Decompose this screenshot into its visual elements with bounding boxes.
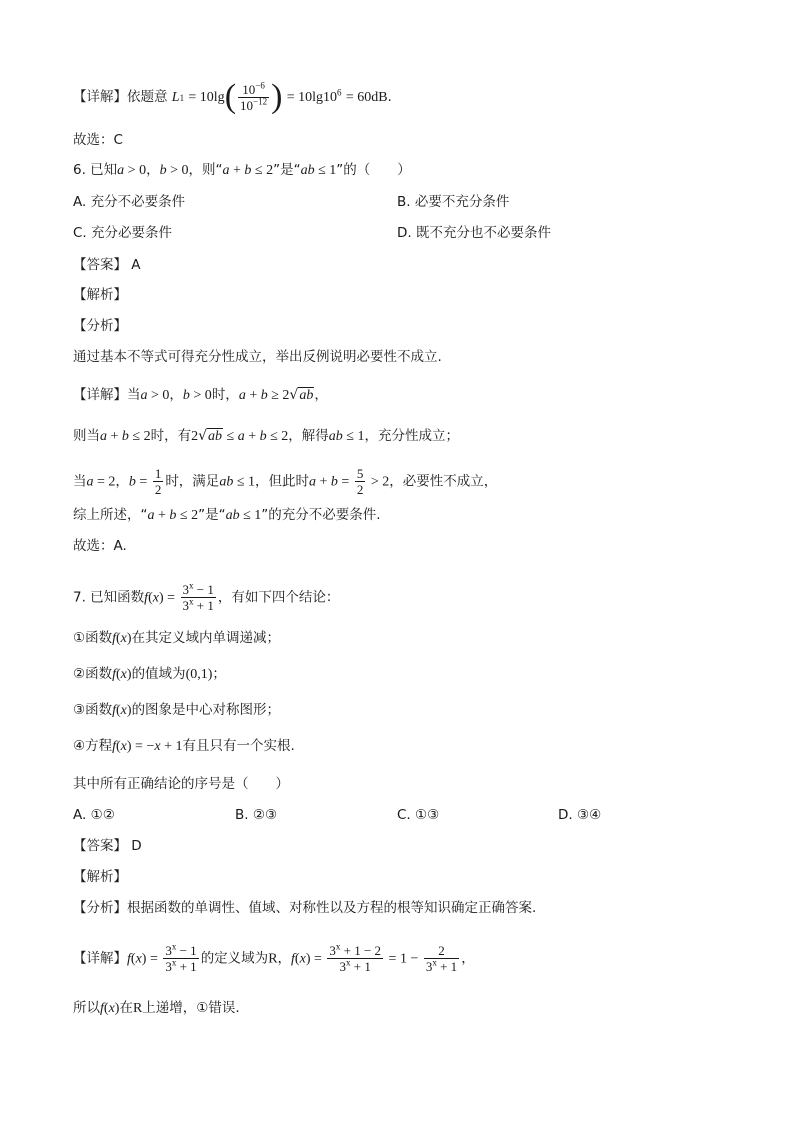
q7-option-a: A. ①② bbox=[73, 807, 115, 823]
q6-stem-text: ”是“ bbox=[273, 162, 301, 178]
q7-last: 所以f(x)在R上递增，①错误. bbox=[73, 1000, 240, 1016]
q7-analysis: 【分析】根据函数的单调性、值域、对称性以及方程的根等知识确定正确答案. bbox=[73, 900, 537, 916]
q6-option-c: C. 充分必要条件 bbox=[73, 225, 173, 241]
q6-fenxi-tag: 【分析】 bbox=[73, 318, 127, 334]
q7-stem: 7. 已知函数f(x) = $\frac{3^x - 1}{3^x + 1}$ ，有如下四个结论： bbox=[73, 580, 340, 613]
formula-l1: L bbox=[171, 90, 180, 105]
q5-result: = 60dB bbox=[345, 90, 388, 105]
q6-option-d: D. 既不充分也不必要条件 bbox=[397, 225, 551, 241]
q7-detail: 【详解】f(x) = $\frac{3^x - 1}{3^x + 1}$ 的定义域为R，f(x) = $\frac{3^x + 1 - 2}{3^x + 1}$ = 1 − $\frac{2}{3^x + 1}$ ， bbox=[73, 941, 475, 974]
q5-intro: 依题意 bbox=[127, 89, 168, 105]
formula-part: = $10\lg 10^6$ bbox=[286, 87, 342, 105]
math: a bbox=[222, 163, 230, 178]
q7-conclusion-3: ③函数f(x)的图象是中心对称图形； bbox=[73, 702, 281, 718]
q7-option-c: C. ①③ bbox=[397, 807, 440, 823]
q7-conclusion-2: ②函数f(x)的值域为(0,1)； bbox=[73, 666, 226, 682]
q6-stem-text: ”的（ ） bbox=[336, 162, 411, 178]
q7-conclusion-1: ①函数f(x)在其定义域内单调递减； bbox=[73, 630, 281, 646]
q6-stem: 6. 已知a > 0，b > 0，则“a + b ≤ 2”是“ab ≤ 1”的（ ） bbox=[73, 162, 411, 178]
q7-question: 其中所有正确结论的序号是（ ） bbox=[73, 776, 289, 792]
q6-detail-1: 【详解】当a > 0，b > 0时，a + b ≥ 2√ab， bbox=[73, 387, 328, 403]
math: ab bbox=[300, 163, 315, 178]
q6-answer: 【答案】 A bbox=[73, 257, 141, 273]
q6-stem-text: 6. 已知 bbox=[73, 162, 118, 178]
detail-tag: 【详解】 bbox=[73, 89, 127, 105]
q7-conclusion-4: ④方程f(x) = −x + 1有且只有一个实根. bbox=[73, 738, 295, 754]
q6-analysis: 通过基本不等式可得充分性成立，举出反例说明必要性不成立. bbox=[73, 349, 442, 365]
q5-detail-line: 【详解】依题意 L1 = 10lg( $\frac{10^{-6}}{10^{-12}}$ ) = $10\lg 10^6 = 60dB$. bbox=[73, 78, 392, 115]
q5-choose: 故选：C bbox=[73, 132, 123, 148]
fraction: $\frac{10^{-6}}{10^{-12}}$ bbox=[240, 80, 268, 113]
formula-part: = 10lg bbox=[188, 90, 225, 105]
q7-option-d: D. ③④ bbox=[558, 807, 602, 823]
math: a bbox=[117, 163, 125, 178]
q6-option-b: B. 必要不充分条件 bbox=[397, 194, 510, 210]
q6-jiexi-tag: 【解析】 bbox=[73, 287, 127, 303]
math: b bbox=[159, 163, 167, 178]
q6-choose: 故选：A. bbox=[73, 538, 127, 554]
q6-summary: 综上所述，“a + b ≤ 2”是“ab ≤ 1”的充分不必要条件. bbox=[73, 507, 381, 523]
q6-stem-text: ，则“ bbox=[188, 162, 223, 178]
q7-answer: 【答案】 D bbox=[73, 838, 142, 854]
q6-detail-2: 则当a + b ≤ 2时，有2√ab ≤ a + b ≤ 2，解得ab ≤ 1，充分性成立； bbox=[73, 428, 459, 444]
q6-option-a: A. 充分不必要条件 bbox=[73, 194, 186, 210]
q7-option-b: B. ②③ bbox=[235, 807, 278, 823]
q6-detail-3: 当a = 2，b = $\frac{1}{2}$ 时，满足ab ≤ 1，但此时a + b = $\frac{5}{2}$ > 2，必要性不成立， bbox=[73, 466, 498, 497]
q7-jiexi-tag: 【解析】 bbox=[73, 869, 127, 885]
